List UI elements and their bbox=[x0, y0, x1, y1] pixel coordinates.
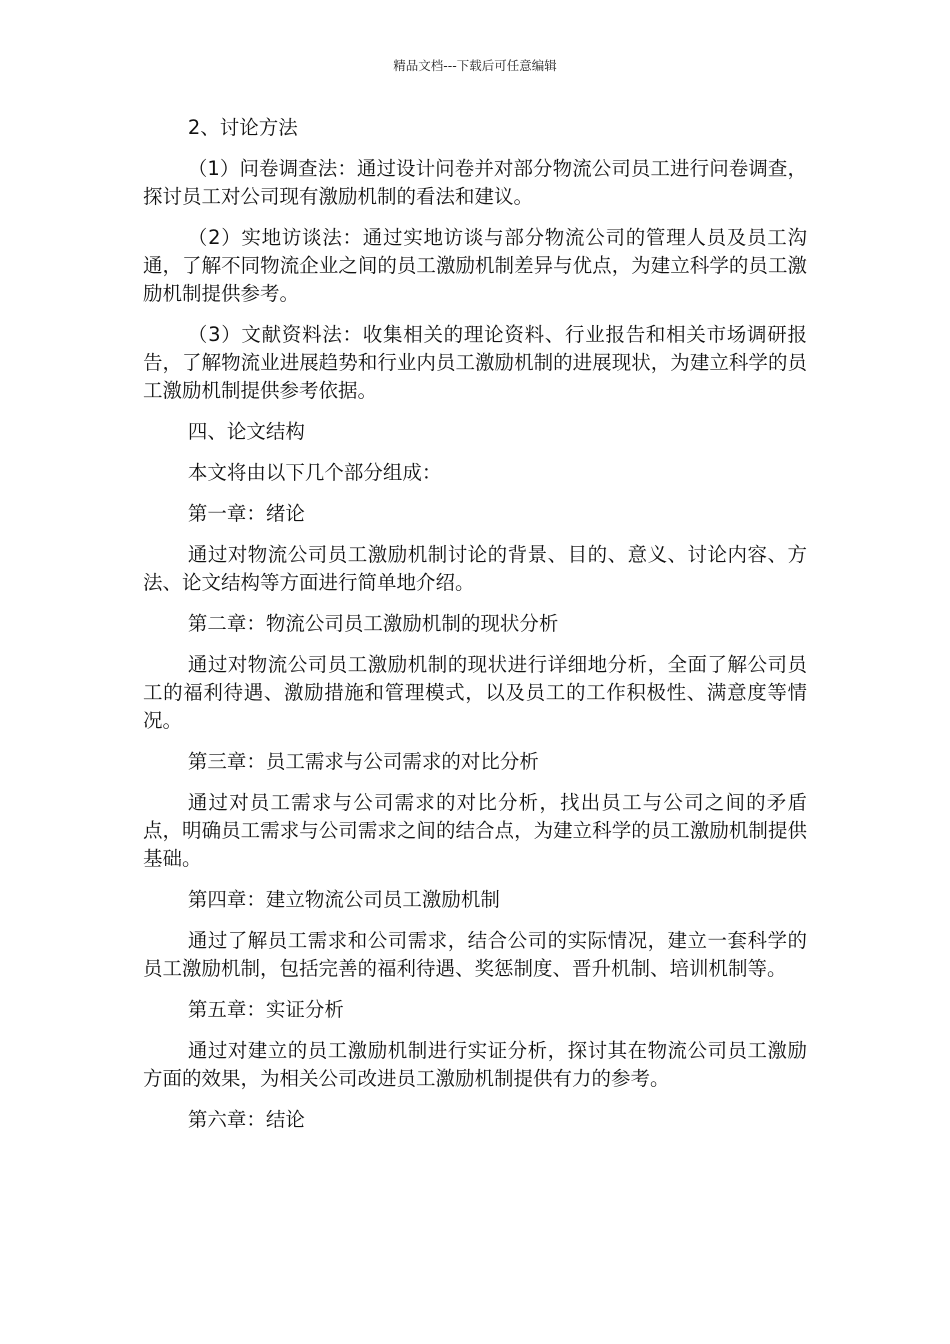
chapter-5-desc: 通过对建立的员工激励机制进行实证分析，探讨其在物流公司员工激励方面的效果，为相关公司改进员工激励机制提供有力的参考。 bbox=[143, 1039, 807, 1090]
chapter-2-title: 第二章：物流公司员工激励机制的现状分析 bbox=[187, 612, 559, 635]
structure-intro: 本文将由以下几个部分组成： bbox=[187, 461, 442, 484]
method-literature: （3）文献资料法：收集相关的理论资料、行业报告和相关市场调研报告，了解物流业进展趋势和行业内员工激励机制的进展现状，为建立科学的员工激励机制提供参考依据。 bbox=[143, 323, 807, 402]
section-heading-methods: 2、讨论方法 bbox=[187, 116, 298, 139]
chapter-1-title: 第一章：绪论 bbox=[187, 502, 305, 525]
chapter-2-desc: 通过对物流公司员工激励机制的现状进行详细地分析，全面了解公司员工的福利待遇、激励措施和管理模式，以及员工的工作积极性、满意度等情况。 bbox=[143, 653, 807, 732]
page-header: 精品文档---下载后可任意编辑 bbox=[393, 58, 557, 73]
document-body bbox=[143, 114, 807, 1147]
method-interview: （2）实地访谈法：通过实地访谈与部分物流公司的管理人员及员工沟通，了解不同物流企业之间的员工激励机制差异与优点，为建立科学的员工激励机制提供参考。 bbox=[143, 226, 807, 305]
chapter-3-title: 第三章：员工需求与公司需求的对比分析 bbox=[187, 750, 539, 773]
chapter-4-desc: 通过了解员工需求和公司需求，结合公司的实际情况，建立一套科学的员工激励机制，包括完善的福利待遇、奖惩制度、晋升机制、培训机制等。 bbox=[143, 929, 807, 980]
chapter-5-title: 第五章：实证分析 bbox=[187, 998, 344, 1021]
chapter-6-title: 第六章：结论 bbox=[187, 1108, 305, 1131]
chapter-1-desc: 通过对物流公司员工激励机制讨论的背景、目的、意义、讨论内容、方法、论文结构等方面进行简单地介绍。 bbox=[143, 543, 807, 594]
section-heading-structure: 四、论文结构 bbox=[187, 420, 305, 443]
chapter-3-desc: 通过对员工需求与公司需求的对比分析，找出员工与公司之间的矛盾点，明确员工需求与公司需求之间的结合点，为建立科学的员工激励机制提供基础。 bbox=[143, 791, 807, 870]
method-questionnaire: （1）问卷调查法：通过设计问卷并对部分物流公司员工进行问卷调查，探讨员工对公司现有激励机制的看法和建议。 bbox=[143, 157, 807, 208]
chapter-4-title: 第四章：建立物流公司员工激励机制 bbox=[187, 888, 500, 911]
